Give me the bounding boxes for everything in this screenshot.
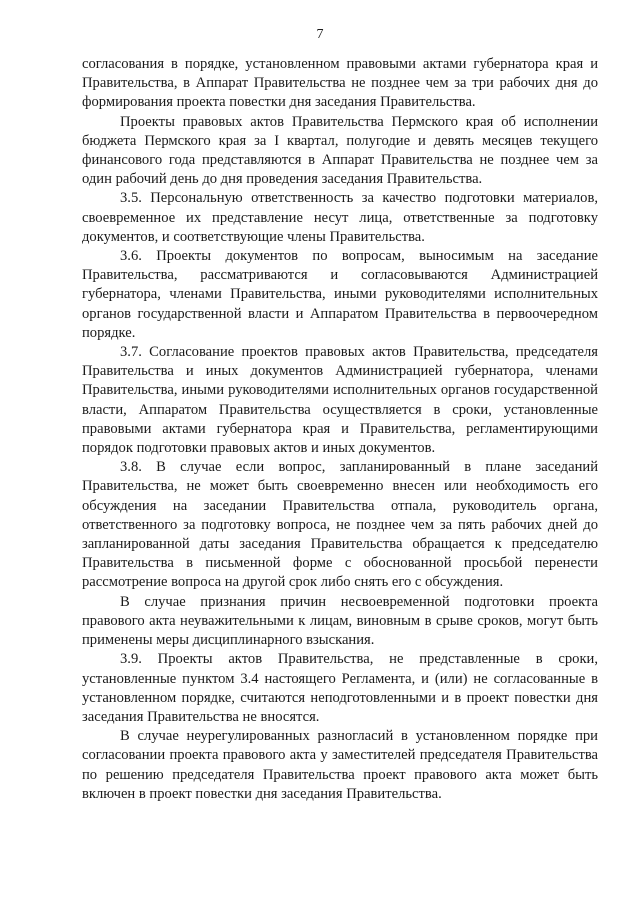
paragraph-3-8: 3.8. В случае если вопрос, запланированный в плане заседаний Правительства, не может быть своевременно внесен или необходимость его обсуждения на заседании Правительства отпала, руководитель органа, ответственного за подготовку вопроса, не позднее чем за пять рабочих дней до запланированной даты заседания Правительства обращается к председателю Правительства в письменной форме с обоснованной просьбой перенести рассмотрение вопроса на другой срок либо снять его с обсуждения. bbox=[82, 459, 598, 591]
paragraph-disciplinary: В случае признания причин несвоевременной подготовки проекта правового акта неуважительными к лицам, виновным в срыве сроков, могут быть применены меры дисциплинарного взыскания. bbox=[82, 593, 598, 649]
page-number: 7 bbox=[316, 27, 324, 42]
paragraph-continuation: согласования в порядке, установленном правовыми актами губернатора края и Правительства, в Аппарат Правительства не позднее чем за три рабочих дня до формирования проекта повестки дня заседания Правительства. bbox=[82, 56, 598, 111]
paragraph-3-6: 3.6. Проекты документов по вопросам, выносимым на заседание Правительства, рассматриваются и согласовываются Администрацией губернатора, членами Правительства, иными руководителями исполнительных органов государственной власти и Аппаратом Правительства в первоочередном порядке. bbox=[82, 248, 598, 341]
document-body bbox=[82, 55, 598, 804]
paragraph-3-9: 3.9. Проекты актов Правительства, не представленные в сроки, установленные пунктом 3.4 настоящего Регламента, и (или) не согласованные в установленном порядке, считаются неподготовленными и в проект повестки дня заседания Правительства не вносятся. bbox=[82, 651, 598, 725]
paragraph-3-5: 3.5. Персональную ответственность за качество подготовки материалов, своевременное их представление несут лица, ответственные за подготовку документов, и соответствующие члены Правительства. bbox=[82, 190, 598, 245]
paragraph-3-7: 3.7. Согласование проектов правовых актов Правительства, председателя Правительства и иных документов Администрацией губернатора, членами Правительства, иными руководителями исполнительных органов государственной власти, Аппаратом Правительства осуществляется в сроки, установленные правовыми актами губернатора края и Правительства, регламентирующими порядок подготовки правовых актов и иных документов. bbox=[82, 344, 598, 457]
paragraph-disagreements: В случае неурегулированных разногласий в установленном порядке при согласовании проекта правового акта у заместителей председателя Правительства по решению председателя Правительства проект правового акта может быть включен в проект повестки дня заседания Правительства. bbox=[82, 728, 598, 802]
paragraph-budget-reports: Проекты правовых актов Правительства Пермского края об исполнении бюджета Пермского края за I квартал, полугодие и девять месяцев текущего финансового года представляются в Аппарат Правительства не позднее чем за один рабочий день до дня проведения заседания Правительства. bbox=[82, 113, 598, 188]
